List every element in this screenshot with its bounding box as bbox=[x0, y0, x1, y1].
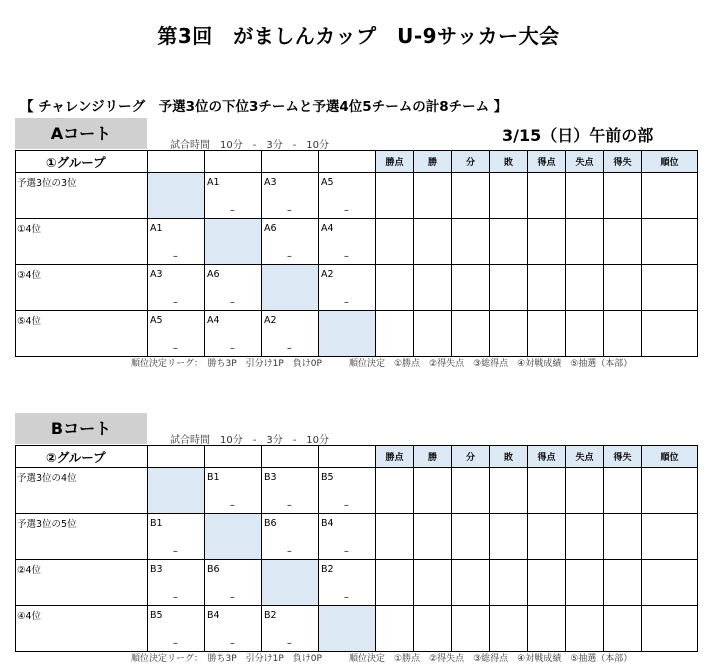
match-id: A2 bbox=[321, 269, 334, 280]
match-id: B2 bbox=[264, 610, 277, 621]
stat-cell[interactable] bbox=[376, 560, 414, 606]
match-cell[interactable] bbox=[148, 311, 205, 357]
header-blank-cell bbox=[148, 446, 205, 468]
stat-cell[interactable] bbox=[376, 606, 414, 652]
stat-cell[interactable] bbox=[604, 468, 642, 514]
match-id: B4 bbox=[321, 518, 334, 529]
stat-header: 失点 bbox=[566, 446, 604, 468]
score-dash: – bbox=[344, 297, 349, 308]
stat-cell[interactable] bbox=[414, 514, 452, 560]
match-cell[interactable] bbox=[262, 606, 319, 652]
court-label: Bコート bbox=[15, 413, 147, 444]
stat-header: 敗 bbox=[490, 446, 528, 468]
score-dash: – bbox=[173, 343, 178, 354]
match-id: B5 bbox=[321, 472, 334, 483]
stat-cell[interactable] bbox=[642, 311, 698, 357]
court-label: Aコート bbox=[15, 118, 147, 149]
league-table bbox=[15, 150, 698, 357]
self-match-cell bbox=[319, 311, 376, 357]
match-cell[interactable] bbox=[319, 173, 376, 219]
match-cell[interactable] bbox=[262, 173, 319, 219]
match-id: B3 bbox=[264, 472, 277, 483]
stat-cell[interactable] bbox=[642, 219, 698, 265]
score-dash: – bbox=[287, 638, 292, 649]
team-label-cell bbox=[16, 311, 148, 357]
stat-cell[interactable] bbox=[490, 606, 528, 652]
stat-cell[interactable] bbox=[490, 468, 528, 514]
team-label-cell bbox=[16, 606, 148, 652]
page-title: 第3回 がましんカップ U-9サッカー大会 bbox=[157, 24, 560, 48]
match-cell[interactable] bbox=[205, 265, 262, 311]
match-cell[interactable] bbox=[148, 219, 205, 265]
stat-cell[interactable] bbox=[490, 560, 528, 606]
stat-cell[interactable] bbox=[566, 468, 604, 514]
league-subtitle: 【 チャレンジリーグ 予選3位の下位3チームと予選4位5チームの計8チーム 】 bbox=[20, 99, 508, 115]
match-id: A4 bbox=[207, 315, 220, 326]
stat-cell[interactable] bbox=[604, 606, 642, 652]
match-cell[interactable] bbox=[205, 606, 262, 652]
stat-cell[interactable] bbox=[414, 560, 452, 606]
match-cell[interactable] bbox=[205, 173, 262, 219]
stat-cell[interactable] bbox=[452, 514, 490, 560]
stat-header: 勝 bbox=[414, 151, 452, 173]
stat-header: 分 bbox=[452, 151, 490, 173]
match-id: A1 bbox=[207, 177, 220, 188]
stat-cell[interactable] bbox=[566, 265, 604, 311]
team-row bbox=[16, 265, 698, 311]
stat-cell[interactable] bbox=[490, 514, 528, 560]
stat-cell[interactable] bbox=[604, 560, 642, 606]
stat-cell[interactable] bbox=[604, 219, 642, 265]
stat-cell[interactable] bbox=[376, 219, 414, 265]
self-match-cell bbox=[205, 219, 262, 265]
match-cell[interactable] bbox=[205, 560, 262, 606]
stat-cell[interactable] bbox=[566, 219, 604, 265]
self-match-cell bbox=[148, 468, 205, 514]
match-id: B6 bbox=[264, 518, 277, 529]
match-cell[interactable] bbox=[319, 560, 376, 606]
score-dash: – bbox=[230, 297, 235, 308]
header-blank-cell bbox=[319, 151, 376, 173]
stat-cell[interactable] bbox=[642, 560, 698, 606]
match-cell[interactable] bbox=[148, 606, 205, 652]
match-id: B2 bbox=[321, 564, 334, 575]
match-id: A5 bbox=[150, 315, 163, 326]
match-cell[interactable] bbox=[319, 219, 376, 265]
stat-cell[interactable] bbox=[642, 468, 698, 514]
header-blank-cell bbox=[148, 151, 205, 173]
stat-header: 得点 bbox=[528, 151, 566, 173]
table-header-row bbox=[16, 446, 698, 468]
team-label: ②4位 bbox=[17, 565, 42, 576]
stat-cell[interactable] bbox=[528, 514, 566, 560]
score-dash: – bbox=[173, 546, 178, 557]
score-dash: – bbox=[173, 592, 178, 603]
group-name: ②グループ bbox=[16, 446, 148, 468]
session-date: 3/15（日）午前の部 bbox=[502, 126, 654, 145]
match-id: A3 bbox=[264, 177, 277, 188]
team-row bbox=[16, 173, 698, 219]
self-match-cell bbox=[262, 265, 319, 311]
stat-cell[interactable] bbox=[490, 173, 528, 219]
stat-cell[interactable] bbox=[604, 311, 642, 357]
stat-cell[interactable] bbox=[528, 265, 566, 311]
score-dash: – bbox=[230, 500, 235, 511]
match-id: A6 bbox=[207, 269, 220, 280]
ranking-rules: 順位決定リーグ： 勝ち3P 引分け1P 負け0P 順位決定 ①勝点 ②得失点 ③総得点 ④対戦成績 ⑤抽選（本部） bbox=[131, 654, 633, 664]
stat-cell[interactable] bbox=[528, 311, 566, 357]
match-id: B3 bbox=[150, 564, 163, 575]
match-id: A5 bbox=[321, 177, 334, 188]
match-id: B1 bbox=[150, 518, 163, 529]
stat-cell[interactable] bbox=[528, 560, 566, 606]
score-dash: – bbox=[230, 343, 235, 354]
team-label: 予選3位の4位 bbox=[17, 473, 77, 484]
match-cell[interactable] bbox=[148, 560, 205, 606]
self-match-cell bbox=[262, 560, 319, 606]
team-label: ③4位 bbox=[17, 270, 42, 281]
match-id: B6 bbox=[207, 564, 220, 575]
match-time: 試合時間 10分 - 3分 - 10分 bbox=[170, 140, 330, 151]
stat-cell[interactable] bbox=[528, 468, 566, 514]
match-id: A2 bbox=[264, 315, 277, 326]
stat-header: 勝点 bbox=[376, 151, 414, 173]
team-row bbox=[16, 606, 698, 652]
team-label: ⑤4位 bbox=[17, 316, 42, 327]
stat-cell[interactable] bbox=[566, 311, 604, 357]
stat-header: 順位 bbox=[642, 446, 698, 468]
team-label-cell bbox=[16, 173, 148, 219]
self-match-cell bbox=[205, 514, 262, 560]
stat-cell[interactable] bbox=[566, 560, 604, 606]
stat-cell[interactable] bbox=[490, 219, 528, 265]
stat-cell[interactable] bbox=[376, 265, 414, 311]
stat-cell[interactable] bbox=[490, 265, 528, 311]
stat-cell[interactable] bbox=[566, 606, 604, 652]
stat-cell[interactable] bbox=[414, 219, 452, 265]
match-cell[interactable] bbox=[319, 468, 376, 514]
match-cell[interactable] bbox=[205, 311, 262, 357]
self-match-cell bbox=[319, 606, 376, 652]
score-dash: – bbox=[173, 251, 178, 262]
stat-cell[interactable] bbox=[566, 514, 604, 560]
score-dash: – bbox=[287, 205, 292, 216]
stat-cell[interactable] bbox=[452, 468, 490, 514]
match-id: A3 bbox=[150, 269, 163, 280]
stat-cell[interactable] bbox=[490, 311, 528, 357]
stat-cell[interactable] bbox=[414, 468, 452, 514]
stat-header: 勝 bbox=[414, 446, 452, 468]
match-id: A1 bbox=[150, 223, 163, 234]
team-label: 予選3位の5位 bbox=[17, 519, 77, 530]
match-cell[interactable] bbox=[148, 514, 205, 560]
score-dash: – bbox=[344, 251, 349, 262]
match-id: A6 bbox=[264, 223, 277, 234]
header-blank-cell bbox=[205, 446, 262, 468]
stat-cell[interactable] bbox=[642, 606, 698, 652]
team-row bbox=[16, 311, 698, 357]
score-dash: – bbox=[230, 592, 235, 603]
team-label: ④4位 bbox=[17, 611, 42, 622]
score-dash: – bbox=[173, 297, 178, 308]
match-cell[interactable] bbox=[262, 311, 319, 357]
score-dash: – bbox=[173, 638, 178, 649]
stat-cell[interactable] bbox=[642, 514, 698, 560]
stat-header: 順位 bbox=[642, 151, 698, 173]
match-cell[interactable] bbox=[262, 468, 319, 514]
stat-cell[interactable] bbox=[376, 514, 414, 560]
team-row bbox=[16, 219, 698, 265]
stat-cell[interactable] bbox=[528, 606, 566, 652]
score-dash: – bbox=[287, 251, 292, 262]
stat-header: 得失 bbox=[604, 446, 642, 468]
stat-header: 得失 bbox=[604, 151, 642, 173]
match-id: B5 bbox=[150, 610, 163, 621]
score-dash: – bbox=[344, 500, 349, 511]
team-label-cell bbox=[16, 468, 148, 514]
match-cell[interactable] bbox=[262, 514, 319, 560]
score-dash: – bbox=[230, 205, 235, 216]
match-cell[interactable] bbox=[319, 514, 376, 560]
stat-header: 敗 bbox=[490, 151, 528, 173]
stat-cell[interactable] bbox=[414, 265, 452, 311]
team-label-cell bbox=[16, 514, 148, 560]
stat-cell[interactable] bbox=[566, 173, 604, 219]
match-id: B4 bbox=[207, 610, 220, 621]
match-cell[interactable] bbox=[205, 468, 262, 514]
league-table bbox=[15, 445, 698, 652]
stat-cell[interactable] bbox=[376, 468, 414, 514]
team-row bbox=[16, 514, 698, 560]
stat-cell[interactable] bbox=[642, 173, 698, 219]
team-label: ①4位 bbox=[17, 224, 42, 235]
stat-header: 分 bbox=[452, 446, 490, 468]
stat-cell[interactable] bbox=[452, 173, 490, 219]
stat-cell[interactable] bbox=[414, 311, 452, 357]
header-blank-cell bbox=[205, 151, 262, 173]
header-blank-cell bbox=[319, 446, 376, 468]
stat-cell[interactable] bbox=[376, 311, 414, 357]
team-label-cell bbox=[16, 265, 148, 311]
match-cell[interactable] bbox=[262, 219, 319, 265]
score-dash: – bbox=[344, 592, 349, 603]
score-dash: – bbox=[287, 343, 292, 354]
stat-cell[interactable] bbox=[452, 560, 490, 606]
stat-cell[interactable] bbox=[604, 265, 642, 311]
stat-cell[interactable] bbox=[528, 173, 566, 219]
score-dash: – bbox=[287, 546, 292, 557]
score-dash: – bbox=[344, 205, 349, 216]
header-blank-cell bbox=[262, 446, 319, 468]
ranking-rules: 順位決定リーグ： 勝ち3P 引分け1P 負け0P 順位決定 ①勝点 ②得失点 ③総得点 ④対戦成績 ⑤抽選（本部） bbox=[131, 359, 633, 369]
match-id: B1 bbox=[207, 472, 220, 483]
self-match-cell bbox=[148, 173, 205, 219]
team-label-cell bbox=[16, 560, 148, 606]
stat-cell[interactable] bbox=[642, 265, 698, 311]
stat-cell[interactable] bbox=[452, 265, 490, 311]
stat-cell[interactable] bbox=[452, 311, 490, 357]
score-dash: – bbox=[344, 546, 349, 557]
stat-header: 失点 bbox=[566, 151, 604, 173]
team-label-cell bbox=[16, 219, 148, 265]
stat-cell[interactable] bbox=[452, 606, 490, 652]
stat-cell[interactable] bbox=[414, 606, 452, 652]
group-name: ①グループ bbox=[16, 151, 148, 173]
stat-cell[interactable] bbox=[452, 219, 490, 265]
score-dash: – bbox=[230, 638, 235, 649]
score-dash: – bbox=[287, 500, 292, 511]
stat-header: 勝点 bbox=[376, 446, 414, 468]
stat-header: 得点 bbox=[528, 446, 566, 468]
match-time: 試合時間 10分 - 3分 - 10分 bbox=[170, 435, 330, 446]
team-label: 予選3位の3位 bbox=[17, 178, 77, 189]
stat-cell[interactable] bbox=[604, 173, 642, 219]
match-cell[interactable] bbox=[319, 265, 376, 311]
stat-cell[interactable] bbox=[528, 219, 566, 265]
stat-cell[interactable] bbox=[376, 173, 414, 219]
match-id: A4 bbox=[321, 223, 334, 234]
header-blank-cell bbox=[262, 151, 319, 173]
team-row bbox=[16, 468, 698, 514]
table-header-row bbox=[16, 151, 698, 173]
stat-cell[interactable] bbox=[604, 514, 642, 560]
stat-cell[interactable] bbox=[414, 173, 452, 219]
match-cell[interactable] bbox=[148, 265, 205, 311]
team-row bbox=[16, 560, 698, 606]
